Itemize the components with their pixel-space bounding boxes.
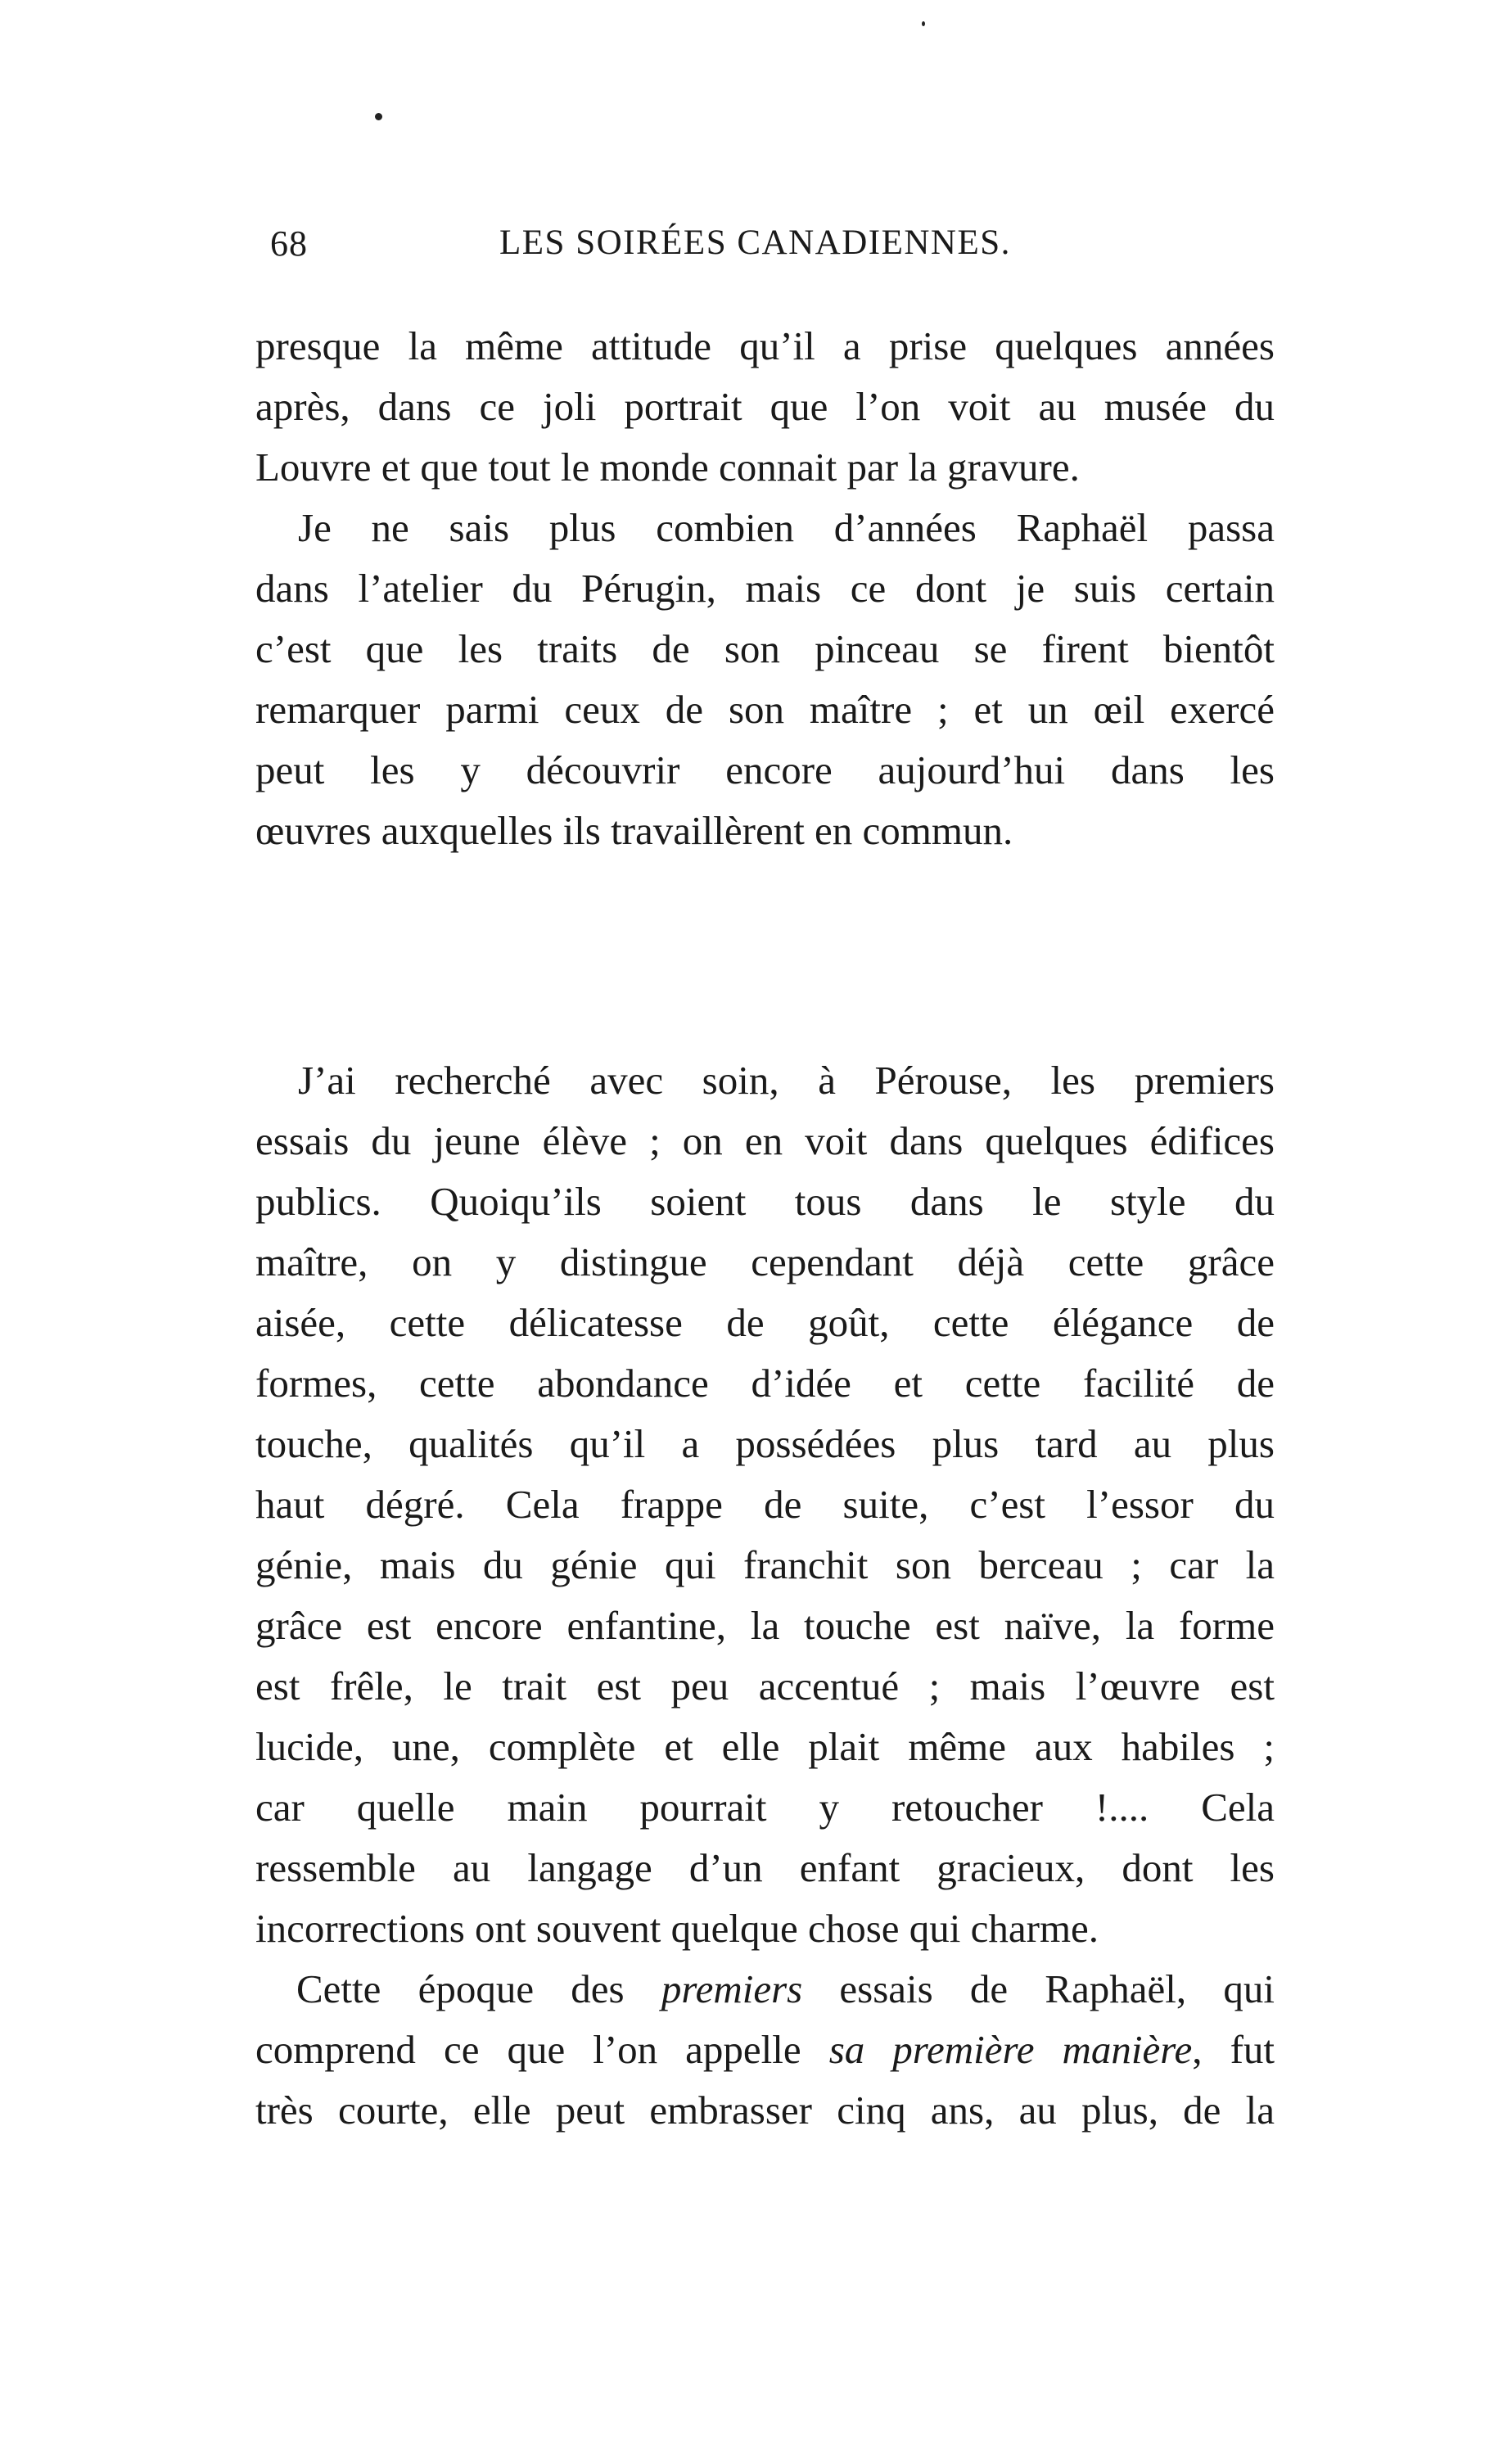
text-line: formes, cette abondance d’idée et cette facilité de	[255, 1361, 1275, 1406]
running-header	[270, 223, 1343, 272]
italic-text: sa première manière	[828, 2027, 1193, 2072]
body-text-bottom	[255, 1050, 1275, 2141]
text-line: c’est que les traits de son pinceau se firent bientôt	[255, 626, 1275, 671]
text-line: presque la même attitude qu’il a prise quelques années	[255, 323, 1275, 368]
text-line	[255, 2020, 1275, 2080]
text-line: maître, on y distingue cependant déjà cette grâce	[255, 1239, 1275, 1284]
ink-speck-top	[922, 21, 925, 26]
italic-text: premiers	[661, 1966, 803, 2011]
text-line: remarquer parmi ceux de son maître ; et un œil exercé	[255, 687, 1275, 732]
text-line: Je ne sais plus combien d’années Raphaël passa	[298, 505, 1275, 550]
ink-speck-left	[375, 113, 382, 120]
text-line: incorrections ont souvent quelque chose qui charme.	[255, 1906, 1099, 1951]
text-line: aisée, cette délicatesse de goût, cette élégance de	[255, 1300, 1275, 1345]
text-line: dans l’atelier du Pérugin, mais ce dont je suis certain	[255, 566, 1275, 611]
text-line	[255, 1959, 1275, 2020]
text-line: publics. Quoiqu’ils soient tous dans le style du	[255, 1179, 1275, 1224]
text-line: génie, mais du génie qui franchit son berceau ; car la	[255, 1542, 1275, 1587]
running-title: LES SOIRÉES CANADIENNES.	[499, 223, 1011, 262]
text-line: après, dans ce joli portrait que l’on voit au musée du	[255, 384, 1275, 429]
text-line: haut dégré. Cela frappe de suite, c’est l’essor du	[255, 1482, 1275, 1527]
text-line: touche, qualités qu’il a possédées plus tard au plus	[255, 1421, 1275, 1466]
text-line: essais du jeune élève ; on en voit dans quelques édifices	[255, 1118, 1275, 1163]
text-run: essais de Raphaël, qui	[802, 1966, 1275, 2011]
body-text-top	[255, 316, 1275, 861]
text-run: , fut	[1192, 2027, 1275, 2072]
text-run: comprend ce que l’on appelle	[255, 2027, 829, 2072]
text-line: lucide, une, complète et elle plait même aux habiles ;	[255, 1724, 1275, 1769]
text-line: œuvres auxquelles ils travaillèrent en commun.	[255, 808, 1013, 853]
text-line: J’ai recherché avec soin, à Pérouse, les premiers	[298, 1058, 1275, 1103]
page-number: 68	[270, 223, 308, 264]
text-line: grâce est encore enfantine, la touche est naïve, la forme	[255, 1603, 1275, 1648]
text-line: très courte, elle peut embrasser cinq ans, au plus, de la	[255, 2088, 1275, 2133]
text-line: peut les y découvrir encore aujourd’hui dans les	[255, 747, 1275, 792]
text-line: est frêle, le trait est peu accentué ; mais l’œuvre est	[255, 1663, 1275, 1708]
text-line: car quelle main pourrait y retoucher !.... Cela	[255, 1785, 1275, 1830]
text-line: ressemble au langage d’un enfant gracieux, dont les	[255, 1845, 1275, 1890]
text-run: Cette époque des	[296, 1966, 661, 2011]
text-line: Louvre et que tout le monde connait par la gravure.	[255, 445, 1080, 490]
